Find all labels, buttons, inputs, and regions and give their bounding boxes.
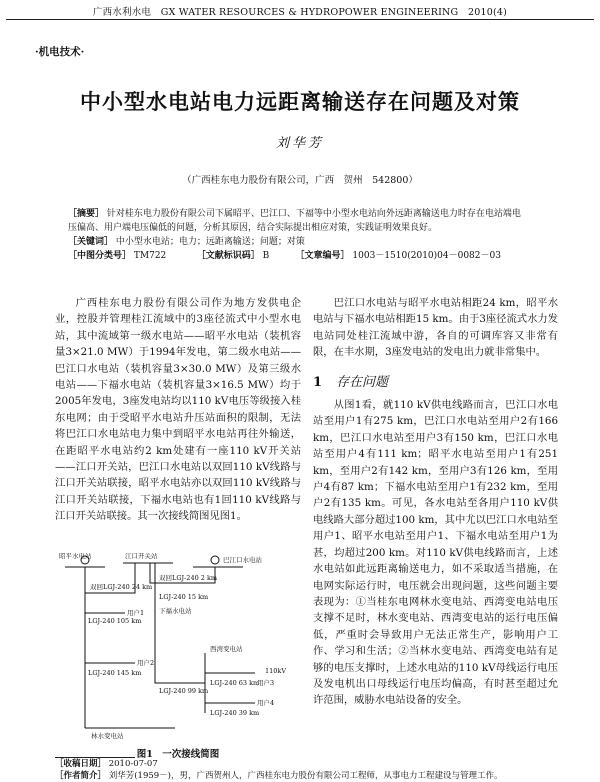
article-no-value: 1003－1510(2010)04－0082－03 [352,251,501,261]
section-heading [313,375,558,391]
one-line-diagram [55,553,301,753]
label-bajiangkou: 巴江口水电站 [223,556,262,564]
label-line5: LGJ-240 145 km [88,669,142,677]
line-to-linshui [155,603,205,683]
received-label: ［收稿日期］ [55,759,107,769]
section-paragraph: 从图1看，就110 kV供电线路而言，巴江口水电站至用户1有275 km，巴江口水电站至用户2有166 km，巴江口水电站至用户3有150 km，巴江口水电站至用户4有111 km；昭平水电站至用户1有251 km，至用户2有142 km，至用户3有126 km，至用户4有87 km；下福水电站至用户1有232 km，至用户2有135 km。可见，各水电站至各用户110 kV供电线路大部分超过100 km，其中尤以巴江口水电站至用户1、昭平水电站至用户1、下福水电站至用户1为甚，均超过200 km。对110 kV供电线路而言，上述水电站如此远距离输送电力，如不采取适当措施，在电网实际运行时，电压就会出现问题，这些问题主要表现为：①当桂东电网林水变电站、西湾变电站电压支撑不足时，林水变电站、西湾变电站的运行电压偏低，严重时会导致用户无法正常生产，影响用户工作、学习和生活；②当林水变电站、西湾变电站有足够的电压支撑时，上述水电站的110 kV母线运行电压及发电机出口母线运行电压均偏高，有时甚至超过允许范围，威胁水电站设备的安全。 [313,399,558,707]
label-line2: 双回LGJ-240 2 km [159,574,218,582]
section-number: 1 [313,374,323,390]
label-user4: 用户4 [257,699,275,707]
footnotes [55,758,575,782]
received-value: 2010-07-07 [108,759,158,769]
intro-paragraph-2: 巴江口水电站与昭平水电站相距24 km，昭平水电站与下福水电站相距15 km。由于3座径流式水力发电站同处桂江流域中游，各自的可调库容又非常有限，在丰水期，3座发电站的发电出力就非常集中。 [313,297,558,359]
label-line8: LGJ-240 39 km [210,709,260,717]
doc-code-value: B [262,251,270,261]
section-title: 存在问题 [336,374,389,390]
received-date [55,758,575,770]
right-column [313,295,558,709]
section-label: ·机电技术· [35,46,85,58]
classification-row [68,249,528,263]
author-bio-text: 刘华芳(1959－)，男，广西贺州人，广西桂东电力股份有限公司工程师，从事电力工程建设与管理工作。 [108,771,503,781]
doc-code-label: ［文献标识码］ [196,251,260,261]
abstract-block [68,207,528,263]
running-head: 广西水利水电 GX WATER RESOURCES & HYDROPOWER ENGINEERING 2010(4) [92,7,508,18]
figure-caption: 图1 一次接线简图 [136,749,220,760]
article-no-label: ［文章编号］ [295,251,350,261]
label-line7: LGJ-240 63 km [210,679,260,687]
label-user1: 用户1 [127,609,145,617]
abstract-label: ［摘要］ [68,209,105,219]
bajiangkou-generator [211,556,219,564]
label-xiwan: 西湾变电站 [210,645,243,653]
abstract-text: 针对桂东电力股份有限公司下属昭平、巴江口、下福等中小型水电站向外远距离输送电力时存在电站端电压偏高、用户端电压偏低的问题，分析其原因，结合实际提出相应对策，实践证明效果良好。 [68,209,521,233]
left-column [55,295,301,525]
keywords [68,235,528,249]
label-linshui: 林水变电站 [91,732,124,740]
author-bio-label: ［作者简介］ [55,771,107,781]
article-title: 中小型水电站电力远距离输送存在问题及对策 [80,89,520,114]
keywords-text: 中小型水电站；电力；远距离输送；问题；对策 [115,237,305,247]
label-110kv: 110kV [265,667,287,675]
abstract [68,207,528,235]
author-bio [55,770,575,782]
label-line3: LGJ-240 15 km [159,593,209,601]
article-author: 刘华芳 [275,136,324,151]
header-rule [6,19,594,20]
intro-paragraph: 广西桂东电力股份有限公司作为地方发供电企业，控股并管理桂江流域中的3座径流式中小型水电站，其中流域第一级水电站——昭平水电站（装机容量3×21.0 MW）于1994年发电，第二级水电站——巴江口水电站（装机容量3×30.0 MW）及第三级水电站——下福水电站（装机容量3×16.5 MW）均于2005年发电，3座发电站均以110 kV电压等级接入桂东电网；由于受昭平水电站升压站面积的限制，无法将巴江口水电站电力集中到昭平水电站再往外输送，在距昭平水电站约2 km处建有一座110 kV开关站——江口开关站，巴江口水电站以双回110 kV线路与江口开关站联接，昭平水电站亦以双回110 kV线路与江口开关站联接，下福水电站也有1回110 kV线路与江口开关站联接。其一次接线简图见图1。 [55,297,301,523]
label-line1: 双回LGJ-240 24 km [90,583,153,591]
label-zhaoping: 昭平水电站 [59,553,92,560]
clc-label: ［中图分类号］ [68,251,132,261]
keywords-label: ［关键词］ [68,237,114,247]
label-line6: LGJ-240 99 km [159,687,209,695]
clc-value: TM722 [133,251,167,261]
label-xiafu: 下福水电站 [159,607,192,615]
label-user2: 用户2 [137,659,155,667]
author-affiliation: （广西桂东电力股份有限公司，广西 贺州 542800） [182,175,418,186]
label-user3: 用户3 [257,679,275,687]
label-jiangkou: 江口开关站 [125,553,158,560]
label-line4: LGJ-240 105 km [88,617,142,625]
